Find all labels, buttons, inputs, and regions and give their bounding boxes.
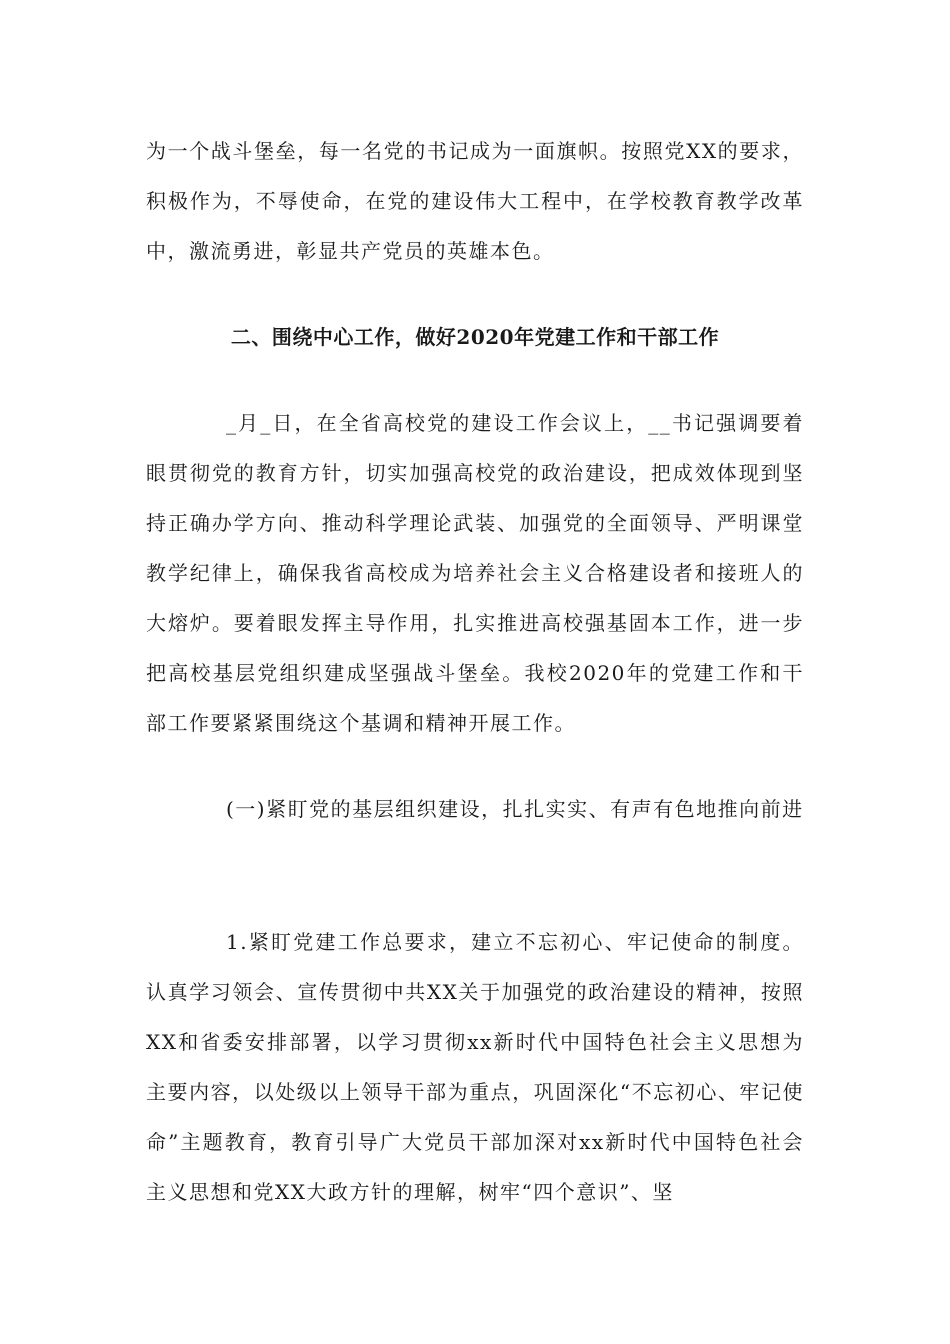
subheading-1: (一)紧盯党的基层组织建设，扎扎实实、有声有色地推向前进 (226, 797, 804, 821)
body-paragraph-3: 1.紧盯党建工作总要求，建立不忘初心、牢记使命的制度。认真学习领会、宣传贯彻中共XX关于加强党的政治建设的精神，按照XX和省委安排部署，以学习贯彻xx新时代中国特色社会主义思想为主要内容，以处级以上领导干部为重点，巩固深化“不忘初心、牢记使命”主题教育，教育引导广大党员干部加深对xx新时代中国特色社会主义思想和党XX大政方针的理解，树牢“四个意识”、坚 (146, 930, 804, 1204)
body-paragraph-1: 为一个战斗堡垒，每一名党的书记成为一面旗帜。按照党XX的要求，积极作为，不辱使命，在党的建设伟大工程中，在学校教育教学改革中，激流勇进，彰显共产党员的英雄本色。 (146, 139, 804, 263)
body-paragraph-2: _月_日，在全省高校党的建设工作会议上，__书记强调要着眼贯彻党的教育方针，切实加强高校党的政治建设，把成效体现到坚持正确办学方向、推动科学理论武装、加强党的全面领导、严明课堂教学纪律上，确保我省高校成为培养社会主义合格建设者和接班人的大熔炉。要着眼发挥主导作用，扎实推进高校强基固本工作，进一步把高校基层党组织建成坚强战斗堡垒。我校2020年的党建工作和干部工作要紧紧围绕这个基调和精神开展工作。 (146, 411, 804, 735)
section-heading-2: 二、围绕中心工作，做好2020年党建工作和干部工作 (230, 325, 720, 349)
